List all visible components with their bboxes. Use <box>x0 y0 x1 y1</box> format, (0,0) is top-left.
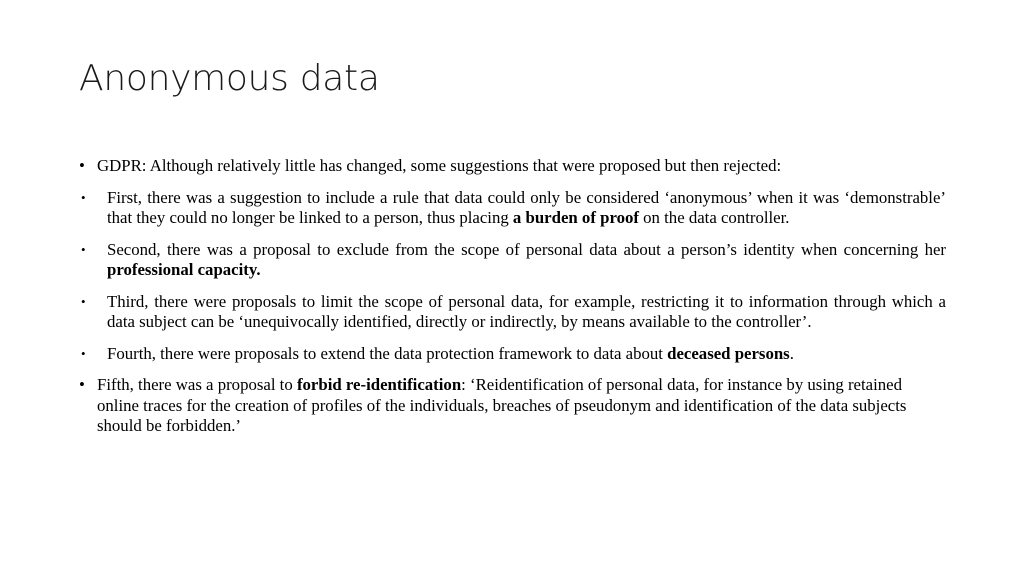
bullet-marker: • <box>79 156 85 175</box>
bullet-first <box>79 188 946 229</box>
bullet-marker: • <box>81 241 86 257</box>
bullet-fourth-text-end: . <box>789 343 794 363</box>
bullet-fifth-text-end: : ‘Reidentification of personal data, for instance by using retained online traces for the creation of profiles of the individuals, breaches of pseudonym and identification of the data subjects should be forbidden.’ <box>97 375 907 435</box>
bullet-first-text-end: on the data controller. <box>638 208 790 227</box>
slide-body <box>79 156 946 437</box>
bullet-marker: • <box>81 293 86 309</box>
bullet-second-emphasis: professional capacity. <box>107 260 261 279</box>
bullet-fourth-emphasis: deceased persons <box>667 343 790 363</box>
bullet-third-text: Third, there were proposals to limit the scope of personal data, for example, restricting it to information through which a data subject can be ‘unequivocally identified, directly or indirectly, by means available to the controller’. <box>107 291 946 331</box>
bullet-first-text: First, there was a suggestion to include a rule that data could only be considered ‘anonymous’ when it was ‘demonstrable’ that they could no longer be linked to a person, thus placing <box>107 187 946 227</box>
bullet-fourth-text: Fourth, there were proposals to extend the data protection framework to data about <box>107 343 668 363</box>
bullet-third <box>79 292 946 333</box>
bullet-second-text: Second, there was a proposal to exclude from the scope of personal data about a person’s identity when concerning her <box>107 239 946 259</box>
slide-title: Anonymous data <box>79 58 380 99</box>
bullet-marker: • <box>81 189 86 205</box>
bullet-intro <box>79 156 946 177</box>
bullet-fifth-emphasis: forbid re-identification <box>296 375 462 394</box>
bullet-second <box>79 240 946 281</box>
bullet-marker: • <box>79 375 85 394</box>
bullet-marker: • <box>81 345 86 361</box>
bullet-first-emphasis: a burden of proof <box>512 208 639 227</box>
bullet-fifth-text: Fifth, there was a proposal to <box>97 375 297 394</box>
bullet-intro-text: GDPR: Although relatively little has changed, some suggestions that were proposed but then rejected: <box>97 156 782 175</box>
bullet-fifth <box>79 375 946 437</box>
bullet-fourth <box>79 344 946 365</box>
